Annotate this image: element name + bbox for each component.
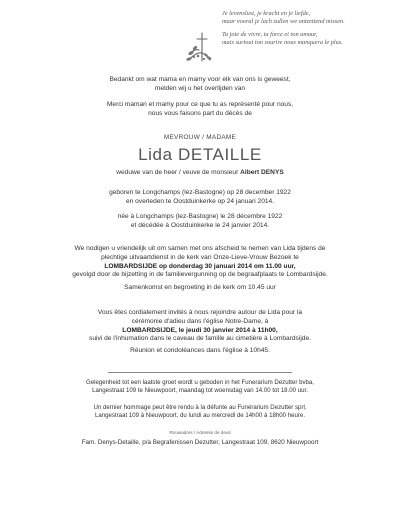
quote-fr-line: mais surtout ton sourire nous manquera le plus. <box>222 39 343 47</box>
intro-dutch <box>0 75 400 93</box>
quote-french <box>222 31 394 47</box>
title-label: MEVROUW / MADAME <box>163 134 237 141</box>
birth-nl-line: geboren te Longchamps (lez-Bastogne) op 28 december 1922 <box>109 189 291 196</box>
divider <box>108 372 292 373</box>
mourning-address: Fam. Denys-Detaille, p/a Begrafenissen Dezutter, Langestraat 109, 8620 Nieuwpoort <box>81 439 319 446</box>
birth-death-french <box>0 213 400 231</box>
service-fr-line: Vous êtes cordialement invités à nous rejoindre autour de Lida pour la <box>97 309 303 316</box>
quote-dutch <box>222 10 394 26</box>
first-name: Lida <box>138 145 173 164</box>
quote-nl-line: maar vooral je lach zullen we ontzettend missen. <box>222 18 345 26</box>
service-french <box>0 309 400 344</box>
husband-name: Albert DENYS <box>240 169 284 176</box>
cross-with-flowers-icon <box>180 30 220 66</box>
visit-fr-line: Un dernier hommage peut être rendu à la défunte au Funérarium Dezutter sprl, <box>93 404 307 411</box>
birth-fr-line: et décédée à Oostduinkerke le 24 janvier 2014. <box>130 221 270 229</box>
service-nl-line: We nodigen u vriendelijk uit om samen met ons afscheid te nemen van Lida tijdens de <box>74 245 326 252</box>
visit-nl-line: Langestraat 109 te Nieuwpoort, maandag tot woensdag van 14.00 tot 18.00 uur. <box>92 387 308 395</box>
quote-nl-line: Je levenslust, je kracht en je liefde, <box>222 10 311 17</box>
address-label: Rouwadres / Adresse de deuil <box>169 430 231 435</box>
visitation-french <box>0 404 400 420</box>
service-nl-burial: gevolgd door de bijzetting in de familievergunning op de begraafplaats te Lombardsijde. <box>72 271 328 279</box>
intro-french <box>0 100 400 118</box>
gathering-dutch: Samenkomst en begroeting in de kerk om 10.45 uur <box>124 284 276 291</box>
last-name: DETAILLE <box>178 145 262 164</box>
service-nl-date: LOMBARDSIJDE op donderdag 30 januari 2014 om 11.00 uur, <box>104 262 296 270</box>
birth-fr-line: née à Longchamps (lez-Bastogne) le 28 décembre 1922 <box>117 213 283 220</box>
intro-fr-line: nous vous faisons part du décès de <box>148 110 252 117</box>
birth-nl-line: en overleden te Oostduinkerke op 24 januari 2014. <box>125 197 275 205</box>
intro-fr-line: Merci maman et mamy pour ce que tu as représenté pour nous, <box>106 101 294 108</box>
gathering-french: Réunion et condoléances dans l'église à 10h45. <box>130 347 270 354</box>
visit-nl-line: Gelegenheid tot een laatste groet wordt u geboden in het Funerarium Dezutter bvba, <box>86 379 314 386</box>
visit-fr-line: Langestraat 109 à Nieuwpoort, du lundi au mercredi de 14h00 à 18h00 heure. <box>94 412 306 420</box>
service-nl-line: plechtige uitvaartdienst in de kerk van Onze-Lieve-Vrouw Bezoek te <box>101 253 299 261</box>
widow-line <box>0 169 400 176</box>
intro-nl-line: melden wij u het overlijden van <box>154 85 246 92</box>
widow-prefix: weduwe van de heer / veuve de monsieur <box>116 169 239 176</box>
intro-nl-line: Bedankt om wat mama en mamy voor elk van ons is geweest, <box>109 76 291 83</box>
service-fr-line: cérémonie d'adieu dans l'église Notre-Dame, à <box>131 317 269 325</box>
visitation-dutch <box>0 379 400 395</box>
service-fr-burial: suivi de l'inhumation dans le caveau de famille au cimetière à Lombardsijde. <box>89 335 311 343</box>
deceased-name <box>0 145 400 165</box>
service-dutch <box>0 245 400 280</box>
birth-death-dutch <box>0 189 400 207</box>
service-fr-date: LOMBARDSIJDE, le jeudi 30 janvier 2014 à 11h00, <box>122 326 278 334</box>
quote-fr-line: Ta joie de vivre, ta force et ton amour, <box>222 31 318 38</box>
